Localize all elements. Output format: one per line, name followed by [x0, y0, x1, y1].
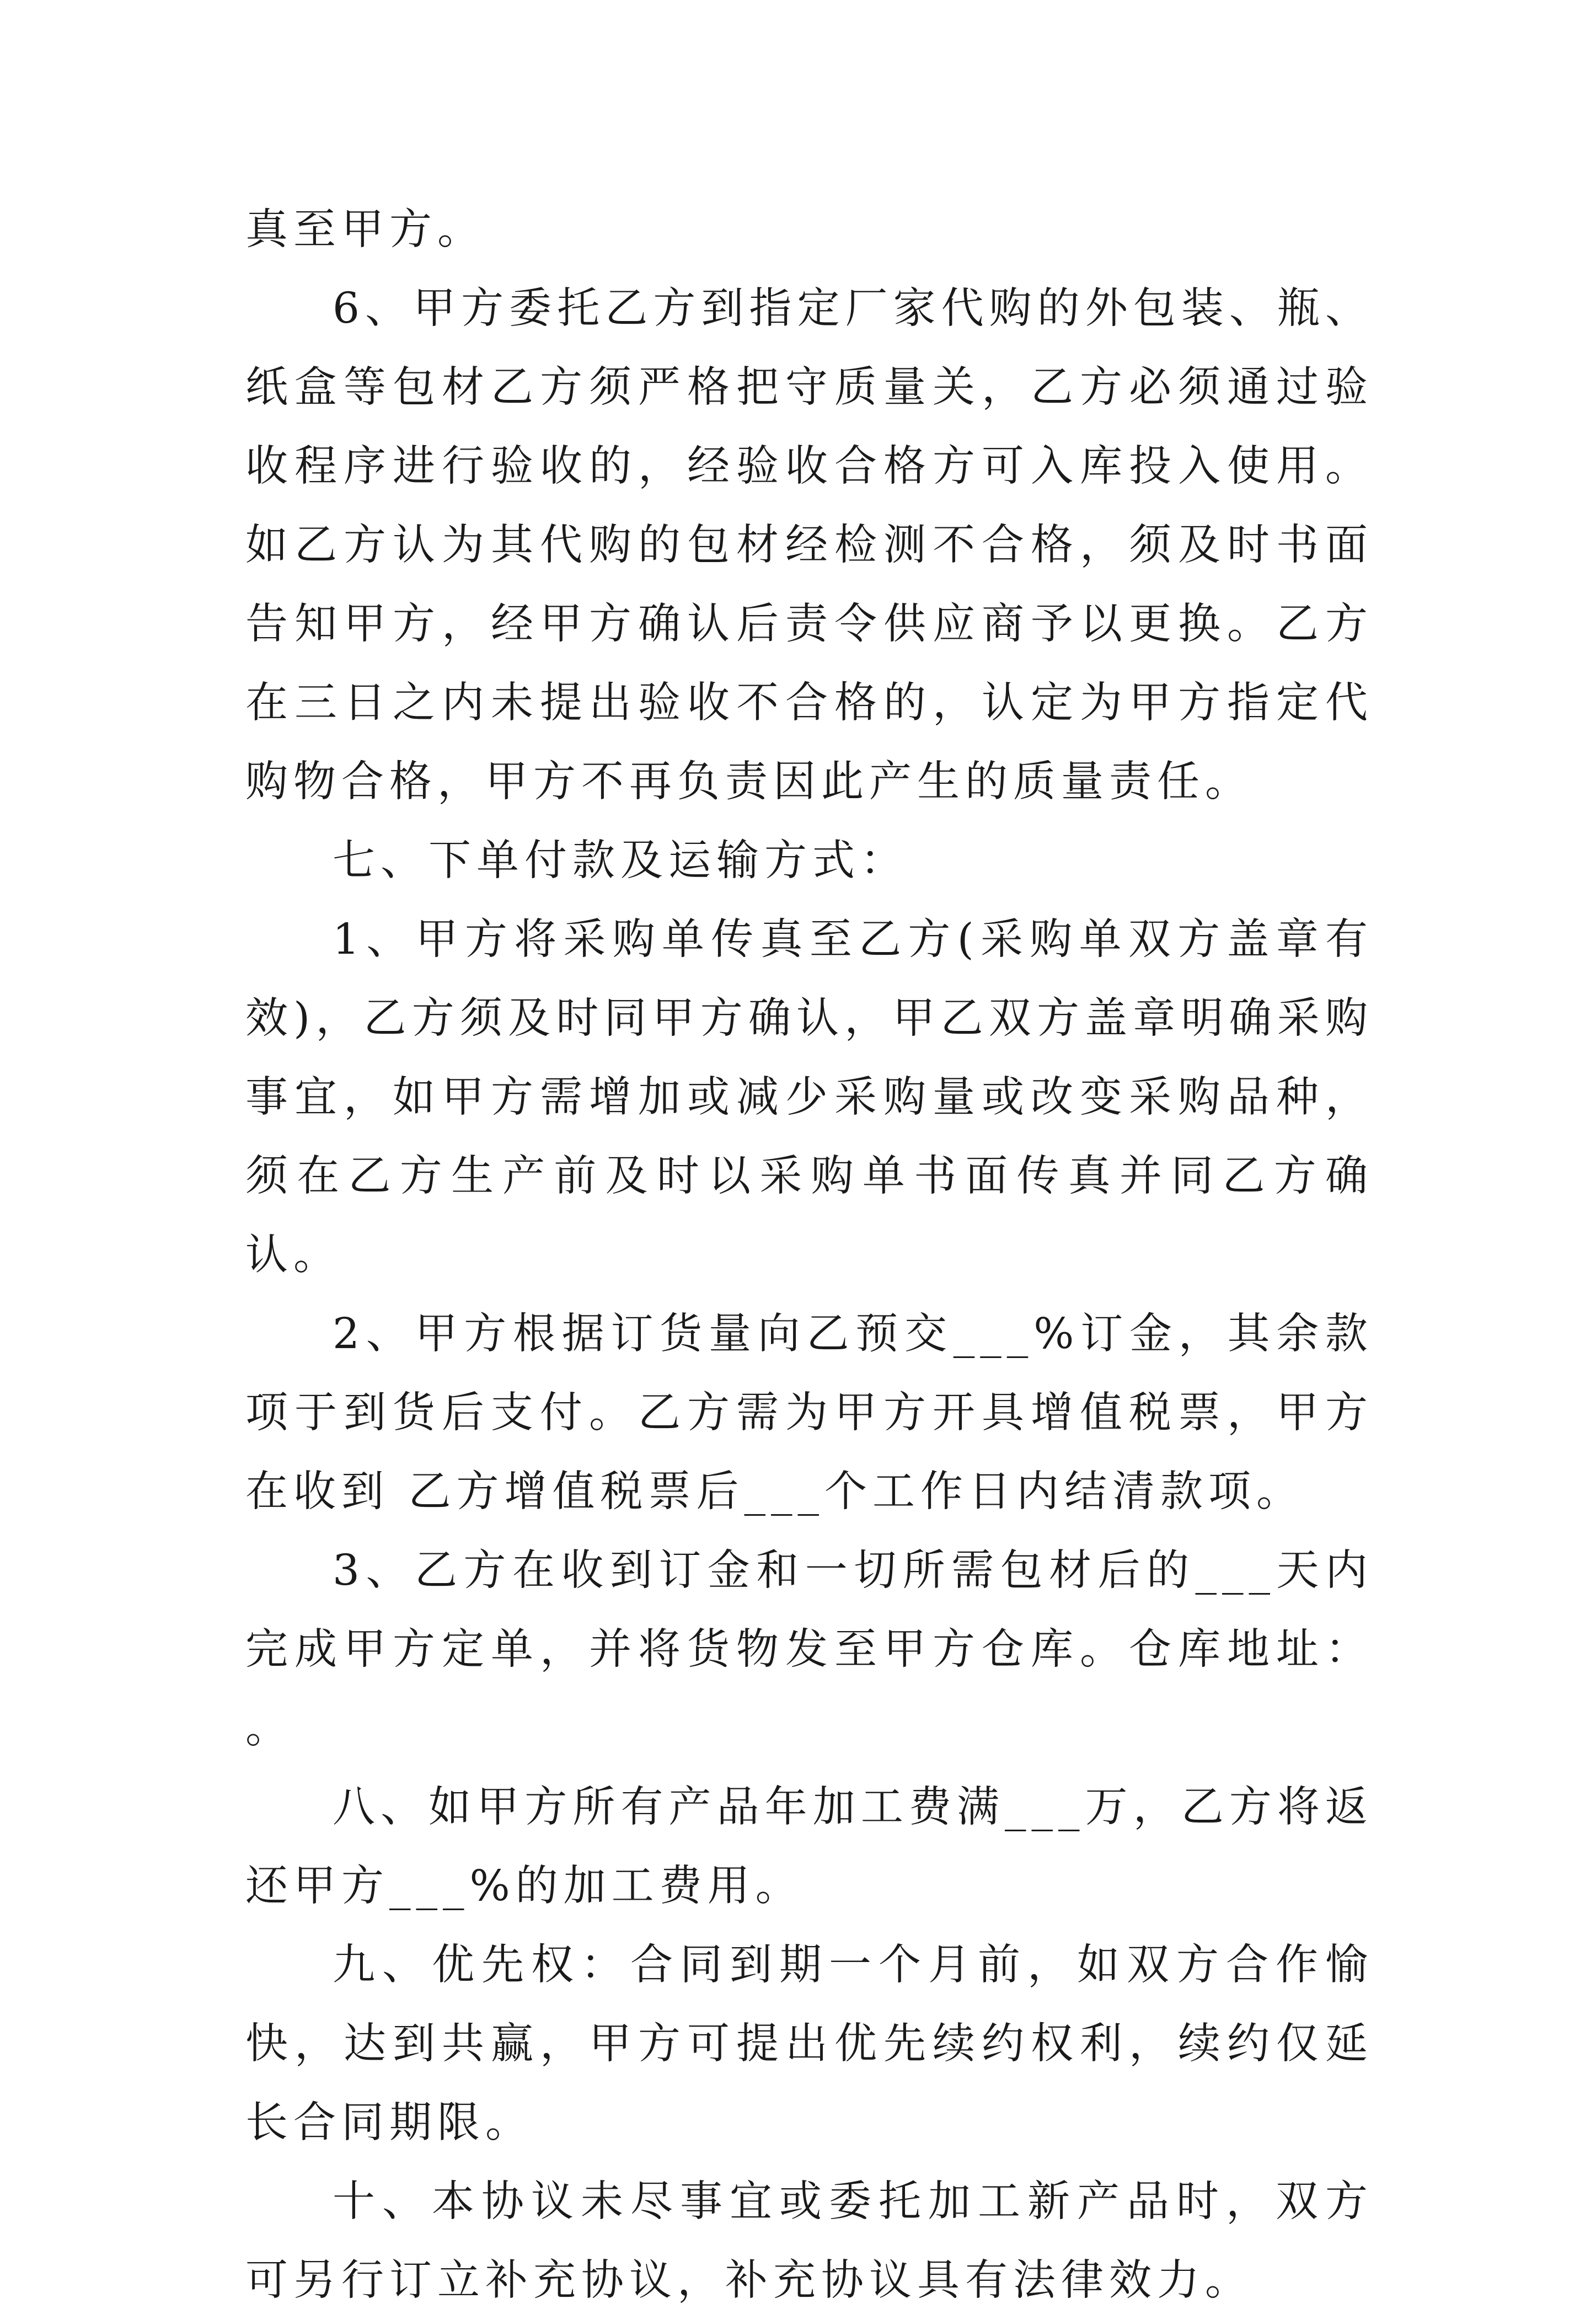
paragraph-clause-7-2: 2、甲方根据订货量向乙预交___%订金，其余款项于到货后支付。乙方需为甲方开具增值税票，甲方在收到 乙方增值税票后___个工作日内结清款项。 — [245, 1309, 1373, 1516]
paragraph-clause-7-3: 3、乙方在收到订金和一切所需包材后的___天内完成甲方定单，并将货物发至甲方仓库。仓库地址： 。 — [245, 1546, 1373, 1753]
paragraph-continuation: 真至甲方。 — [245, 205, 485, 254]
paragraph-section-8: 八、如甲方所有产品年加工费满___万，乙方将返还甲方___%的加工费用。 — [245, 1783, 1373, 1911]
paragraph-section-10: 十、本协议未尽事宜或委托加工新产品时，双方可另行订立补充协议，补充协议具有法律效力。 — [245, 2177, 1373, 2305]
paragraph-clause-6: 6、甲方委托乙方到指定厂家代购的外包装、瓶、纸盒等包材乙方须严格把守质量关，乙方必须通过验收程序进行验收的，经验收合格方可入库投入使用。如乙方认为其代购的包材经检测不合格，须及时书面告知甲方，经甲方确认后责令供应商予以更换。乙方在三日之内未提出验收不合格的，认定为甲方指定代购物合格，甲方不再负责因此产生的质量责任。 — [245, 284, 1373, 806]
document-body — [245, 190, 1373, 2320]
section-heading-7: 七、下单付款及运输方式： — [333, 836, 908, 885]
paragraph-clause-7-1: 1、甲方将采购单传真至乙方(采购单双方盖章有效)，乙方须及时同甲方确认，甲乙双方盖章明确采购事宜，如甲方需增加或减少采购量或改变采购品种，须在乙方生产前及时以采购单书面传真并同乙方确认。 — [245, 915, 1373, 1280]
paragraph-section-9: 九、优先权：合同到期一个月前，如双方合作愉快，达到共赢，甲方可提出优先续约权利，续约仅延长合同期限。 — [245, 1941, 1373, 2147]
